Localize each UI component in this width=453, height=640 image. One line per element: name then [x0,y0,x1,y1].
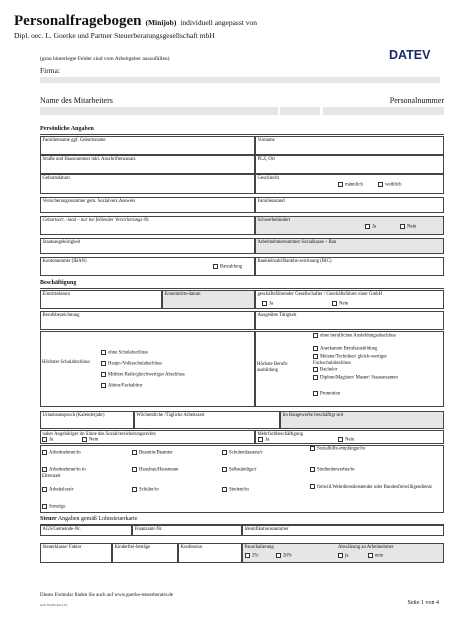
abwaelzung-label: Abwälzung an Arbeitnehmer [338,544,394,550]
group-option-5[interactable] [132,467,178,474]
option-label: Mittlere Reife/gleichwertiger Abschluss [108,372,185,378]
checkbox[interactable] [42,437,47,442]
nein-label: nein [375,553,384,559]
option-label: Sonstige [49,504,66,510]
mehrfach-nein-option[interactable] [338,437,354,444]
option-label: Meister/Techniker/ gleich-wertiger Fachschulabschluss [313,354,387,366]
abwaelzung-ja-option[interactable] [338,553,348,560]
berufsbezeichnung-field[interactable]: Berufsbezeichnung [40,311,255,330]
ags-field[interactable]: AGS/Gemeinde-Nr. [40,525,132,536]
checkbox[interactable] [101,350,106,355]
schul-option-2[interactable] [101,372,185,379]
beruf-option-4[interactable] [313,375,423,382]
checkbox[interactable] [42,504,47,509]
group-option-4[interactable] [42,467,97,480]
checkbox[interactable] [338,553,343,558]
naher-angehoeriger-label: naher Angehöriger im Sinne des Sozialversicherungsrechts [42,431,156,437]
versicherungsnummer-field[interactable]: Versicherungsnummer gem. Sozialvers.Ausweis [40,197,255,213]
nein-label: Nein [345,437,355,443]
pauschal-2-option[interactable] [245,553,258,560]
checkbox[interactable] [313,375,318,380]
ja-label: Ja [269,301,273,307]
divider [40,134,444,135]
beruf-option-2[interactable] [313,354,423,367]
abwaelzung-nein-option[interactable] [368,553,383,560]
section-employment: Beschäftigung [40,280,77,286]
woechentliche-field[interactable]: Wöchentliche /Tägliche Arbeitszeit [134,411,280,429]
familienname-field[interactable]: Familienname ggf. Geburtsname [40,136,255,155]
checkbox[interactable] [101,383,106,388]
schul-option-1[interactable] [101,361,162,368]
logo-text: DATEV [389,48,431,60]
checkbox[interactable] [313,391,318,396]
option-label: Haupt-/Volksschulabschluss [108,361,163,367]
plz-field[interactable]: PLZ, Ort [255,155,444,174]
schulabschluss-label: Höchster Schulabschluss [42,360,90,365]
employee-header [40,96,444,107]
checkbox[interactable] [400,224,405,229]
option-label: Arbeitnehmer/in in Elternzeit [42,467,86,479]
option-label: 2% [252,553,259,559]
barzahlung-option[interactable] [213,264,242,271]
checkbox[interactable] [313,333,318,338]
schwerbehindert-label: Schwerbehindert [257,217,291,223]
option-label: Hausfrau/Hausmann [139,467,179,473]
employee-fields [40,107,444,115]
checkbox[interactable] [338,437,343,442]
schwerbehindert-ja-option[interactable] [365,224,376,231]
option-label: freiwill.Wehrdienstleistender oder Bundesfreiwilligendienst [317,485,432,490]
option-label: Promotion [320,391,341,397]
naher-angehoeriger-field [40,430,255,444]
group-option-11[interactable] [310,483,440,492]
checkbox[interactable] [262,301,267,306]
berufsausbildung-label: Höchste Berufs-ausbildung [257,362,289,373]
footer-note: Dieses Formular finden Sie auch auf www.goerke-steuerberater.de [40,593,173,598]
eintrittsdatum-field[interactable]: Eintrittsdatum [40,290,162,309]
checkbox[interactable] [378,182,383,187]
checkbox[interactable] [42,450,47,455]
checkbox[interactable] [245,553,250,558]
checkbox[interactable] [313,367,318,372]
option-label: Arbeitnehmer/in [49,450,81,456]
option-label: Diplom/Magister/ Master/ Staatsexamen [320,375,398,381]
strasse-field[interactable]: Straße und Hausnummer inkl. Anschriftenzusatz [40,155,255,174]
title-sub: (Minijob) [145,18,177,27]
tax-title-rest: Angaben gemäß Lohnsteuerkarte [57,516,138,522]
checkbox[interactable] [82,437,87,442]
bankleitzahl-field[interactable]: Bankleitzahl/Bankbe-zeichnung (BIC) [255,257,444,276]
checkbox[interactable] [310,484,315,489]
nein-label: Nein [339,301,349,307]
nein-label: Nein [89,437,99,443]
ausgeuebte-field[interactable]: Ausgeübte Tätigkeit [255,311,444,330]
maennlich-option[interactable] [338,182,363,189]
title-main: Personalfragebogen [14,13,142,29]
checkbox[interactable] [313,346,318,351]
checkbox[interactable] [258,437,263,442]
company-name: Dipl. oec. L. Goerke und Partner Steuerberatungsgesellschaft mbH [14,31,215,40]
schulabschluss-field [40,331,255,407]
employee-name-label: Name des Mitarbeiters [40,96,113,105]
konfession-field[interactable]: Konfession [178,543,242,563]
ja-label: ja [345,553,349,559]
kontonummer-label: Kontonummer (IBAN) [42,258,87,264]
footer-code: GoP 02.RS.2011.01 [40,603,68,607]
checkbox[interactable] [276,553,281,558]
checkbox[interactable] [338,182,343,187]
option-label: Student/in [229,487,249,493]
employee-name-input[interactable] [40,107,278,115]
ersteintritt-field[interactable]: Ersteintritts-datum [162,290,255,309]
weiblich-option[interactable] [378,182,402,189]
gf-field [255,290,444,309]
checkbox[interactable] [222,450,227,455]
checkbox[interactable] [310,467,315,472]
checkbox[interactable] [101,372,106,377]
beruf-option-1[interactable] [313,346,377,353]
geschlecht-label: Geschlecht [257,175,279,181]
gf-nein-option[interactable] [332,301,348,308]
tax-title: Steuer [40,516,57,522]
checkbox[interactable] [132,467,137,472]
title-rest: individuell angepasst von [180,18,257,27]
nein-label: Nein [407,224,417,230]
beruf-option-3[interactable] [313,367,337,374]
group-option-2[interactable] [222,450,263,457]
checkbox[interactable] [132,487,137,492]
group-option-10[interactable] [222,487,249,494]
schwerbehindert-nein-option[interactable] [400,224,416,231]
arbeitnehmernummer-field[interactable]: Arbeitnehmernummer Sozialkasse – Bau [255,238,444,254]
section-tax [40,516,137,522]
option-label: Anerkannte Berufsausbildung [320,346,378,352]
gf-ja-option[interactable] [262,301,273,308]
divider [40,288,444,289]
group-option-8[interactable] [42,487,74,494]
firma-input[interactable] [40,77,440,83]
angehoeriger-ja-option[interactable] [42,437,53,444]
weiblich-label: weiblich [385,182,402,188]
staatsangehoerigkeit-field[interactable]: Staatsangehörigkeit [40,238,255,254]
maennlich-label: männlich [345,182,363,188]
checkbox[interactable] [332,301,337,306]
option-label: ohne beruflichen Ausbildungsabschluss [320,333,396,339]
geburtsort-field[interactable]: Geburtsort, -land – nur bei fehlender Versicherungs-Nr. [40,216,255,235]
group-option-6[interactable] [222,467,256,474]
group-option-0[interactable] [42,450,81,457]
pauschal-20-option[interactable] [276,553,292,560]
finanzamt-field[interactable]: Finanzamt-Nr. [132,525,242,536]
kinderfrei-field[interactable]: Kinderfrei-beträge [112,543,178,563]
baugewerbe-field[interactable]: Im Baugewerbe beschäftigt seit [280,411,444,429]
personnel-number-input[interactable] [323,107,444,115]
group-option-1[interactable] [132,450,173,457]
beruf-option-5[interactable] [313,391,340,398]
vorname-field[interactable]: Vorname [255,136,444,155]
personnel-number-label: Personalnummer [389,96,444,105]
ja-label: Ja [265,437,269,443]
group-option-7[interactable] [310,467,355,474]
angehoeriger-nein-option[interactable] [82,437,98,444]
schul-option-3[interactable] [101,383,142,390]
checkbox[interactable] [222,487,227,492]
steuerklasse-field[interactable]: Steuerklasse/ Faktor [40,543,112,563]
page-number: Seite 1 von 4 [407,600,439,606]
mehrfach-ja-option[interactable] [258,437,269,444]
checkbox[interactable] [365,224,370,229]
firma-label: Firma: [40,66,60,75]
schul-option-0[interactable] [101,350,148,357]
gray-field-note: (grau hinterlegte Felder sind vom Arbeitgeber auszufüllen) [40,56,170,62]
section-personal: Persönliche Angaben [40,126,94,132]
checkbox[interactable] [313,354,318,359]
pauschal-label: Pauschalierung [244,544,274,550]
employee-extra-input[interactable] [280,107,320,115]
datev-logo [389,48,441,60]
option-label: Schulentlassene/r [229,450,263,456]
barzahlung-label: Barzahlung [220,264,243,270]
form-title [14,12,257,30]
checkbox[interactable] [213,264,218,269]
urlaub-field[interactable]: Urlaubsanspruch (Kalenderjahr) [40,411,134,429]
option-label: Selbständige/r [229,467,257,473]
checkbox[interactable] [222,467,227,472]
option-label: Schüler/in [139,487,159,493]
ja-label: Ja [372,224,376,230]
option-label: Sozialhilfe-empfänger/in [317,446,365,452]
checkbox[interactable] [101,361,106,366]
option-label: ohne Schulabschluss [108,350,148,356]
checkbox[interactable] [42,487,47,492]
option-label: Studienbewerber/in [317,467,355,473]
checkbox[interactable] [132,450,137,455]
ja-label: Ja [49,437,53,443]
familienstand-field[interactable]: Familienstand [255,197,444,213]
checkbox[interactable] [42,467,47,472]
group-option-3[interactable] [310,446,370,453]
option-label: 20% [283,553,292,559]
geburtsdatum-field[interactable]: Geburtsdatum [40,174,255,194]
option-label: Beamtin/Beamter [139,450,173,456]
identifikation-field[interactable]: Identifikationsnummer [242,525,444,536]
option-label: Arbeitslose/r [49,487,74,493]
option-label: Bachelor [320,367,338,373]
checkbox[interactable] [368,553,373,558]
beruf-option-0[interactable] [313,333,423,340]
group-option-9[interactable] [132,487,159,494]
gf-label: geschäftsführender Gesellschafter / Geschäftsführer einer GmbH [257,291,383,297]
mehrfach-label: Mehrfachbeschäftigung [257,431,304,437]
checkbox[interactable] [310,446,315,451]
option-label: Abitur/Fachabitur [108,383,143,389]
group-option-12[interactable] [42,504,66,511]
